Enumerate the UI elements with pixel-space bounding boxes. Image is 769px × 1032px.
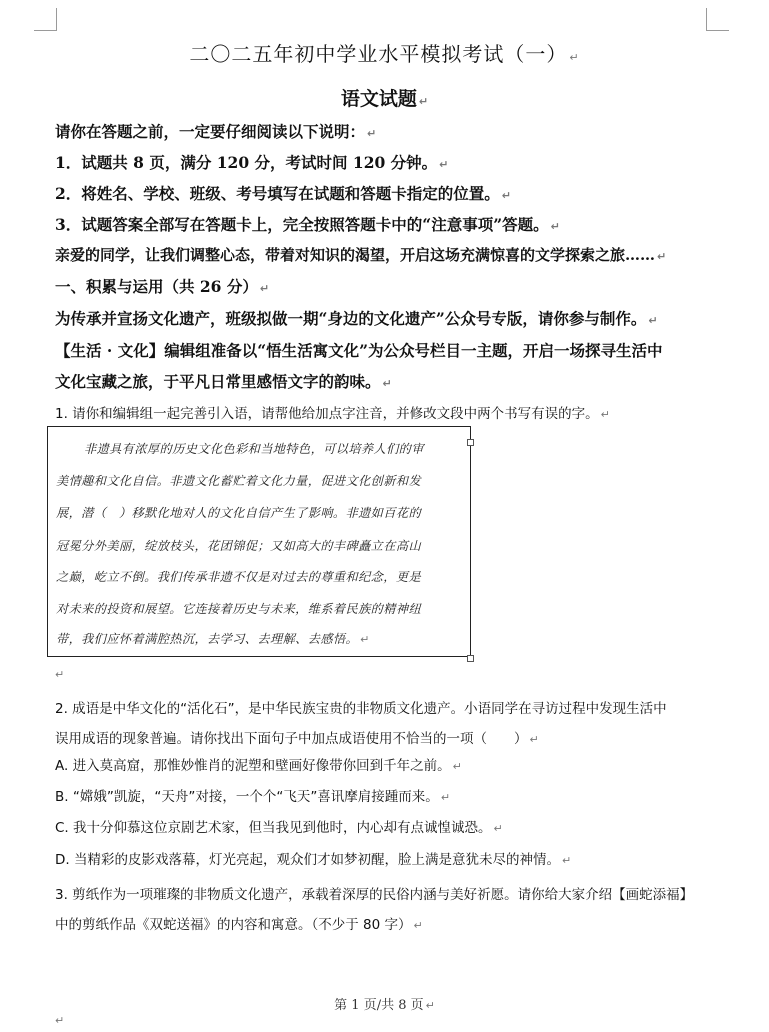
footer-paragraph-mark: ↵ (55, 1014, 65, 1027)
paragraph-mark: ↵ (55, 668, 65, 681)
question-2-prompt-line-1: 2. 成语是中华文化的“活化石”，是中华民族宝贵的非物质文化遗产。小语同学在寻访过程中发现生活中 (55, 701, 667, 717)
page-footer: 第 1 页/共 8 页 ↵ (334, 998, 435, 1013)
instruction-item-1: 1．试题共 8 页，满分 120 分，考试时间 120 分钟。 ↵ (55, 153, 449, 172)
passage-line-4: 冠冕分外美丽，绽放枝头，花团锦促；又如高大的丰碑矗立在高山 (56, 539, 422, 553)
page-corner-mark-right (706, 8, 729, 31)
question-3-prompt-line-2: 中的剪纸作品《双蛇送福》的内容和寓意。（不少于 80 字） ↵ (55, 917, 423, 933)
question-3-prompt-line-1: 3. 剪纸作为一项璀璨的非物质文化遗产，承载着深厚的民俗内涵与美好祈愿。请你给大家介绍【画蛇添福】 (55, 887, 694, 903)
question-2-option-d: D. 当精彩的皮影戏落幕，灯光亮起，观众们才如梦初醒，脸上满是意犹未尽的神情。 ↵ (55, 852, 572, 868)
instructions-intro: 请你在答题之前，一定要仔细阅读以下说明： ↵ (55, 122, 377, 141)
textbox-resize-handle-top[interactable] (467, 439, 474, 446)
exam-title: 二〇二五年初中学业水平模拟考试（一） ↵ (189, 42, 580, 66)
question-2-prompt-line-2: 误用成语的现象普遍。请你找出下面句子中加点成语使用不恰当的一项（ ） ↵ (55, 731, 539, 747)
column-intro-line-1: 【生活 · 文化】编辑组准备以“悟生活寓文化”为公众号栏目一主题，开启一场探寻生活中 (55, 341, 663, 360)
instruction-item-3: 3．试题答案全部写在答题卡上，完全按照答题卡中的“注意事项”答题。 ↵ (55, 215, 560, 234)
question-2-option-b: B. “嫦娥”凯旋，“天舟”对接，一个个“飞天”喜讯摩肩接踵而来。 ↵ (55, 789, 451, 805)
passage-line-7: 带，我们应怀着满腔热沉，去学习、去理解、去感悟。 ↵ (56, 632, 370, 646)
instruction-item-2: 2．将姓名、学校、班级、考号填写在试题和答题卡指定的位置。 ↵ (55, 184, 512, 203)
question-2-option-a: A. 进入莫高窟，那惟妙惟肖的泥塑和壁画好像带你回到千年之前。 ↵ (55, 758, 462, 774)
exam-subtitle: 语文试题 ↵ (340, 88, 429, 110)
section-heading: 一、积累与运用（共 26 分） ↵ (55, 277, 270, 296)
passage-line-2: 美情趣和文化自信。非遗文化蓄贮着文化力量，促进文化创新和发 (56, 474, 422, 488)
passage-line-3: 展，潜（ ）移默化地对人的文化自信产生了影响。非遗如百花的 (56, 506, 422, 520)
passage-line-5: 之巅，屹立不倒。我们传承非遗不仅是对过去的尊重和纪念，更是 (56, 570, 422, 584)
textbox-resize-handle-bottom[interactable] (467, 655, 474, 662)
question-1-prompt: 1. 请你和编辑组一起完善引入语，请帮他给加点字注音，并修改文段中两个书写有误的字。 ↵ (55, 406, 610, 422)
column-intro-line-2: 文化宝藏之旅，于平凡日常里感悟文字的韵味。 ↵ (55, 372, 392, 391)
question-2-option-c: C. 我十分仰慕这位京剧艺术家，但当我见到他时，内心却有点诚惶诚恐。 ↵ (55, 820, 503, 836)
passage-line-6: 对未来的投资和展望。它连接着历史与未来，维系着民族的精神纽 (56, 602, 422, 616)
section-lead: 为传承并宣扬文化遗产，班级拟做一期“身边的文化遗产”公众号专版，请你参与制作。 ↵ (55, 309, 658, 328)
passage-line-1: 非遗具有浓厚的历史文化色彩和当地特色，可以培养人们的审 (84, 442, 424, 456)
page-corner-mark-left (34, 8, 57, 31)
greeting-text: 亲爱的同学，让我们调整心态，带着对知识的渴望，开启这场充满惊喜的文学探索之旅…… ↵ (55, 246, 667, 264)
